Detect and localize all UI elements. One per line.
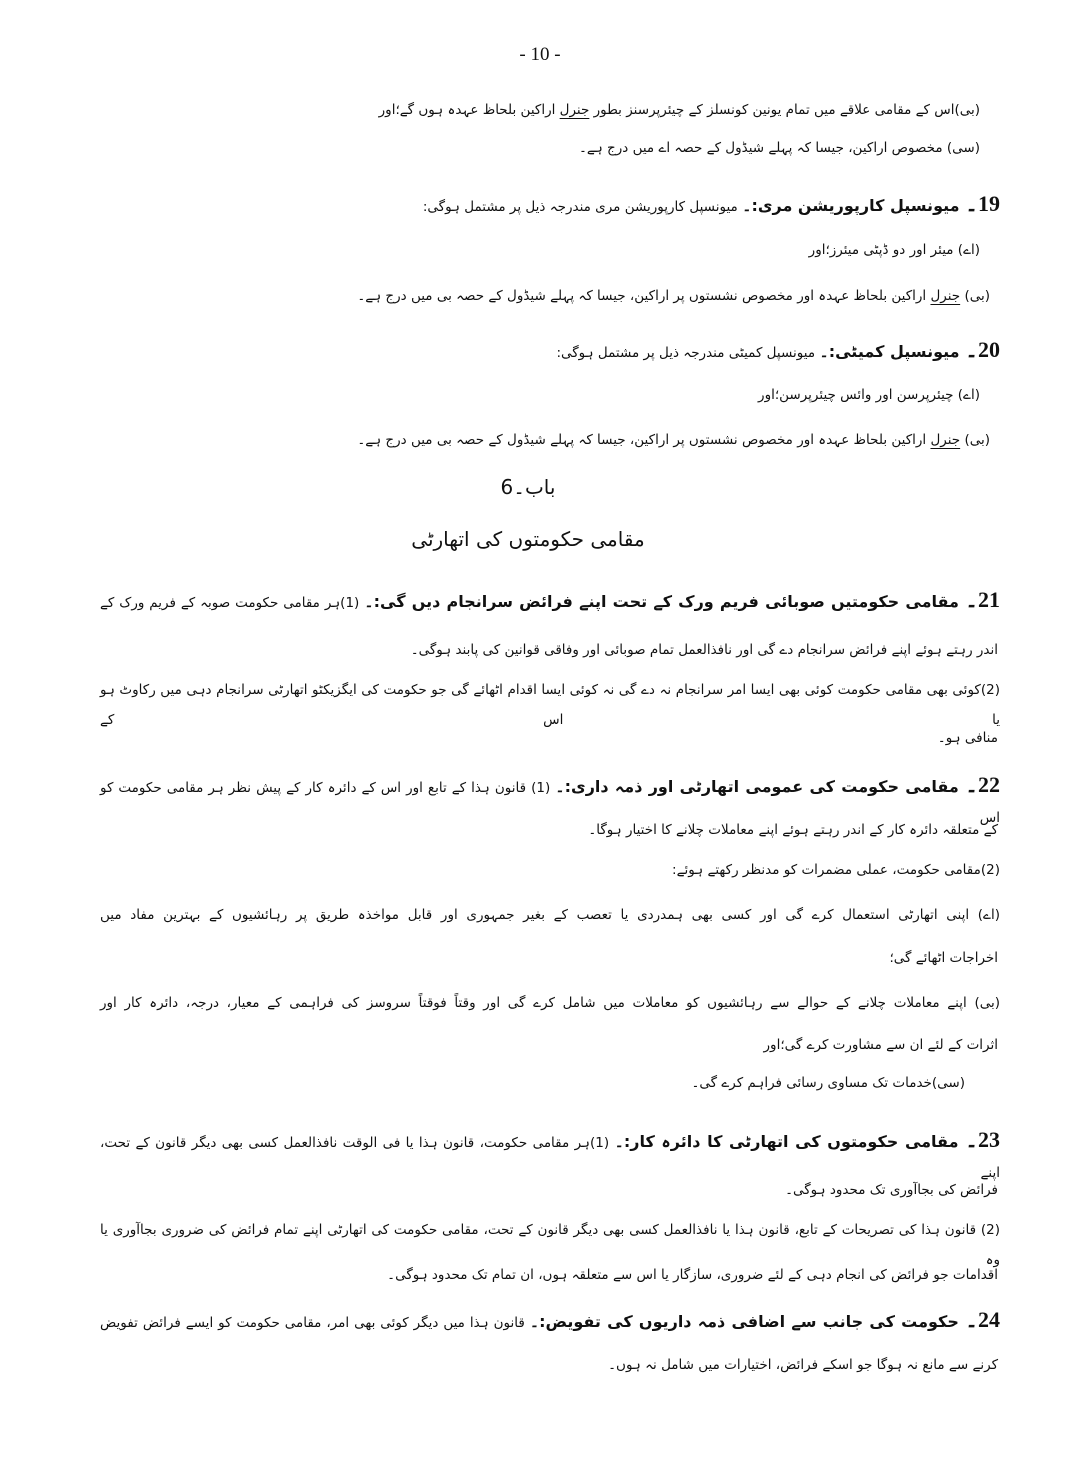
section-number: 20۔ <box>965 337 1000 362</box>
section-text: (1)ہر مقامی حکومت صوبہ کے فریم ورک کے <box>100 595 365 611</box>
text-line <box>379 95 980 125</box>
section-number: 23۔ <box>965 1127 1001 1152</box>
text-line: اندر رہتے ہوئے اپنے فرائض سرانجام دے گی اور نافذالعمل تمام صوبائی اور وفاقی قوانین کی پابند ہوگی۔ <box>410 642 998 658</box>
text-line: کرنے سے مانع نہ ہوگا جو اسکے فرائض، اختیارات میں شامل نہ ہوں۔ <box>608 1357 998 1373</box>
text-line: (سی) مخصوص اراکین، جیسا کہ پہلے شیڈول کے حصہ اے میں درج ہے۔ <box>579 140 980 156</box>
text-line: اقدامات جو فرائض کی انجام دہی کے لئے ضروری، سازگار یا اس سے متعلقہ ہوں، ان تمام تک محدود ہوگی۔ <box>387 1267 998 1283</box>
text-line: (اے) اپنی اتھارٹی استعمال کرے گی اور کسی بھی ہمدردی یا تعصب کے بغیر جمہوری اور قابل مواخذہ طریق پر رہائشیوں کے بہترین مفاد میں <box>100 907 1000 923</box>
text-line: (بی) اپنے معاملات چلانے کے حوالے سے رہائشیوں کو معاملات میں شامل کرے گی اور وقتاً فوقتاً سروسز کی فراہمی کے معیار، درجہ، دائرہ کار اور <box>100 995 1000 1011</box>
text-line: (اے) چیئرپرسن اور وائس چیئرپرسن؛اور <box>758 387 980 403</box>
section-number: 24۔ <box>965 1307 1000 1332</box>
text: اراکین بلحاظ عہدہ اور مخصوص نشستوں پر اراکین، جیسا کہ پہلے شیڈول کے حصہ بی میں درج ہے۔ <box>357 432 931 448</box>
section-title: مقامی حکومتوں کی اتھارٹی کا دائرہ کار:۔ <box>614 1132 966 1151</box>
text-line: (2)کوئی بھی مقامی حکومت کوئی بھی ایسا امر سرانجام نہ دے گی نہ کوئی ایسا اقدام اٹھائے گی جو حکومت کی ایگزیکٹو اتھارٹی سرانجام دہی میں رکاوٹ ہو یا اس کے <box>100 682 1000 728</box>
page-number: - 10 - <box>519 44 561 65</box>
text: (بی)اس کے مقامی علاقے میں تمام یونین کونسلز کے چیئرپرسنز بطور <box>589 102 980 118</box>
text-line: (سی)خدمات تک مساوی رسائی فراہم کرے گی۔ <box>691 1075 965 1091</box>
text-line <box>357 425 990 455</box>
text-line: (2)مقامی حکومت، عملی مضمرات کو مدنظر رکھتے ہوئے: <box>672 862 1000 878</box>
text-line: کے متعلقہ دائرہ کار کے اندر رہتے ہوئے اپنے معاملات چلانے کا اختیار ہوگا۔ <box>588 822 998 838</box>
section-heading-line <box>100 1305 1000 1338</box>
text-line <box>357 281 990 311</box>
section-title: میونسپل کارپوریشن مری:۔ <box>742 196 966 215</box>
chapter-heading: باب۔6 <box>500 475 556 499</box>
text: اراکین بلحاظ عہدہ ہوں گے؛اور <box>378 102 560 118</box>
section-title: مقامی حکومتیں صوبائی فریم ورک کے تحت اپنے فرائض سرانجام دیں گی:۔ <box>364 592 966 611</box>
section-heading-line <box>100 585 1000 618</box>
section-text: (1)ہر مقامی حکومت، قانون ہذا یا فی الوقت نافذالعمل کسی بھی دیگر قانون کے تحت، اپنے <box>100 1135 1000 1181</box>
text-line: اثرات کے لئے ان سے مشاورت کرے گی؛اور <box>763 1037 998 1053</box>
text-line: فرائض کی بجاآوری تک محدود ہوگی۔ <box>785 1182 998 1198</box>
underlined-word: جنرل <box>930 288 961 304</box>
section-title: حکومت کی جانب سے اضافی ذمہ داریوں کی تفویض:۔ <box>529 1312 966 1331</box>
section-text: میونسپل کارپوریشن مری مندرجہ ذیل پر مشتمل ہوگی: <box>422 199 743 215</box>
text: اراکین بلحاظ عہدہ اور مخصوص نشستوں پر اراکین، جیسا کہ پہلے شیڈول کے حصہ بی میں درج ہے۔ <box>357 288 931 304</box>
underlined-word: جنرل <box>559 102 590 118</box>
section-title: میونسپل کمیٹی:۔ <box>819 342 966 361</box>
section-number: 19۔ <box>965 191 1000 216</box>
underlined-word: جنرل <box>930 432 961 448</box>
section-number: 22۔ <box>965 772 1001 797</box>
section-text: میونسپل کمیٹی مندرجہ ذیل پر مشتمل ہوگی: <box>556 345 820 361</box>
section-heading-line <box>556 335 1000 368</box>
section-text: (1) قانون ہذا کے تابع اور اس کے دائرہ کار کے پیش نظر ہر مقامی حکومت کو اس <box>100 780 1000 826</box>
section-number: 21۔ <box>965 587 1000 612</box>
text-line: (اے) میئر اور دو ڈپٹی میئرز؛اور <box>808 242 980 258</box>
text: (بی) <box>960 288 990 304</box>
text-line: منافی ہو۔ <box>937 730 998 746</box>
section-title: مقامی حکومت کی عمومی اتھارٹی اور ذمہ داری:۔ <box>555 777 966 796</box>
text: (بی) <box>960 432 990 448</box>
section-text: قانون ہذا میں دیگر کوئی بھی امر، مقامی حکومت کو ایسے فرائض تفویض <box>100 1315 530 1331</box>
section-heading-line <box>423 189 1000 222</box>
text-line: اخراجات اٹھائے گی؛ <box>889 950 998 966</box>
text-line: (2) قانون ہذا کی تصریحات کے تابع، قانون ہذا یا نافذالعمل کسی بھی دیگر قانون کے تحت، مقامی حکومت کی اتھارٹی اپنے تمام فرائض کی ضروری بجاآوری یا وہ <box>100 1222 1000 1268</box>
chapter-heading: مقامی حکومتوں کی اتھارٹی <box>411 527 645 551</box>
